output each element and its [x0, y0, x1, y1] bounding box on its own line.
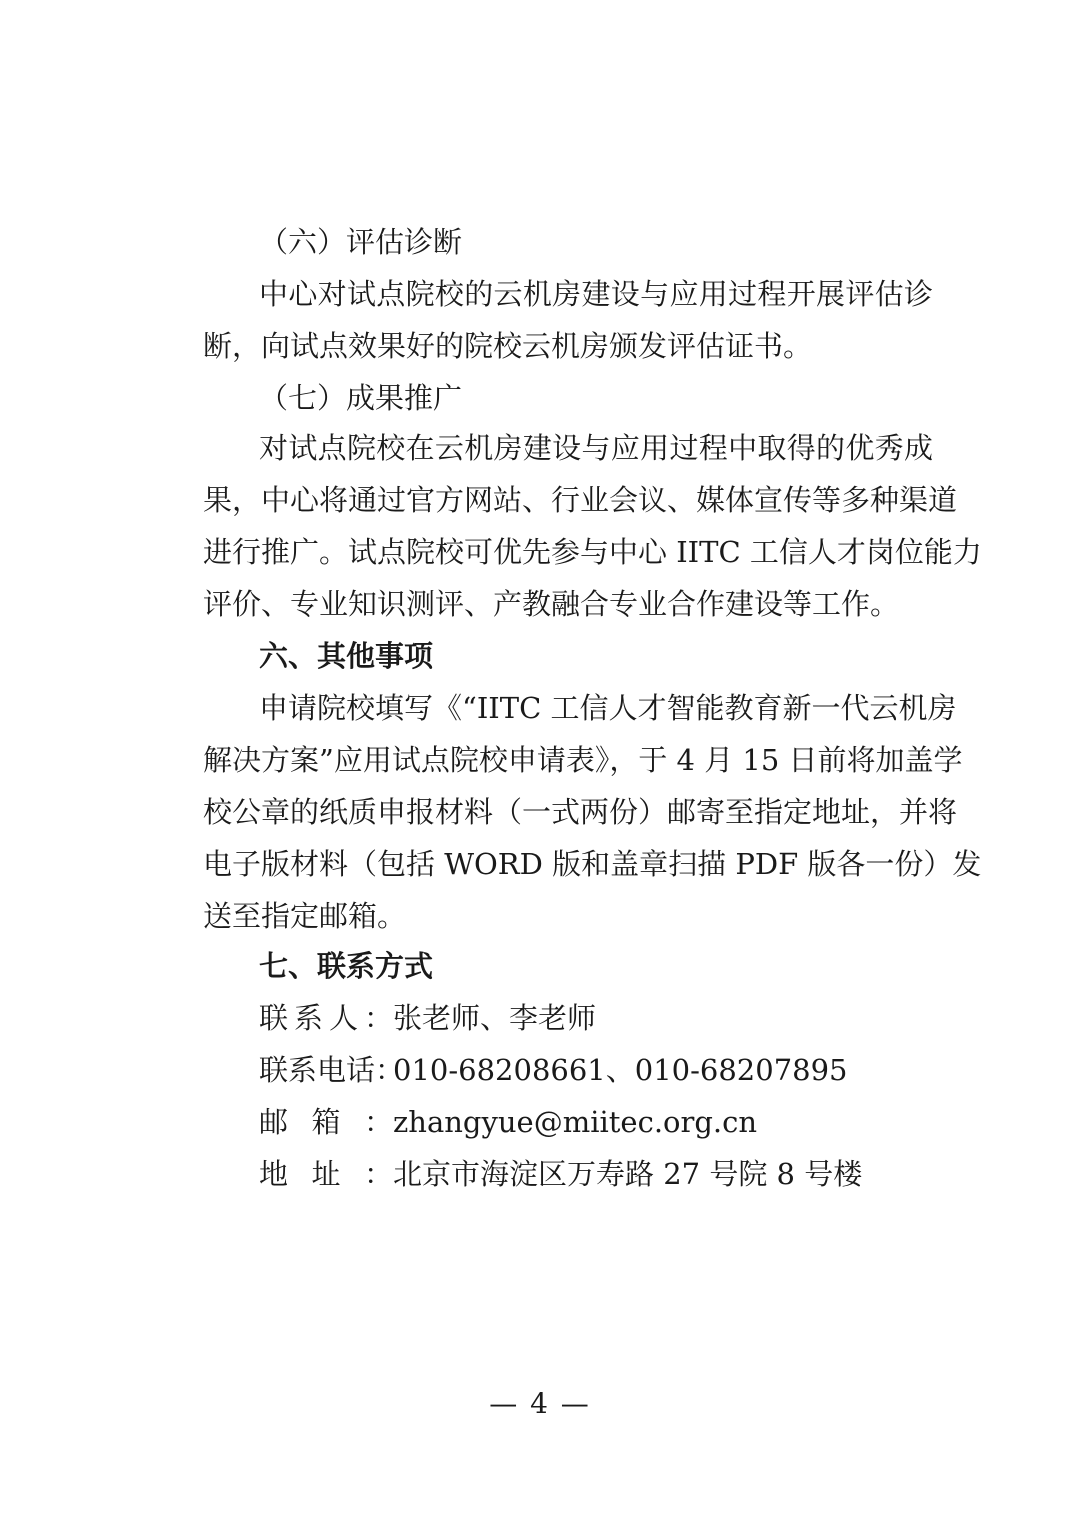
paragraph-line: 申请院校填写《“IITC 工信人才智能教育新一代云机房: [259, 691, 957, 725]
contact-row: [259, 1104, 989, 1140]
paragraph-line: 断，向试点效果好的院校云机房颁发评估证书。: [203, 329, 813, 363]
contact-label: 地址：: [259, 1157, 393, 1191]
paragraph-line: 进行推广。试点院校可优先参与中心 IITC 工信人才岗位能力: [203, 535, 982, 569]
contact-label: 联系人：: [259, 1001, 393, 1035]
paragraph-line: 解决方案”应用试点院校申请表》，于 4 月 15 日前将加盖学: [203, 743, 963, 777]
paragraph-line: 对试点院校在云机房建设与应用过程中取得的优秀成: [259, 431, 933, 465]
section-heading-promotion: （七）成果推广: [259, 381, 463, 415]
contact-row: [259, 1000, 989, 1036]
contact-email: zhangyue@miitec.org.cn: [393, 1105, 758, 1139]
contact-value: 010-68208661、010-68207895: [393, 1053, 848, 1087]
contact-row: [259, 1156, 989, 1192]
contact-value: 张老师、李老师: [393, 1001, 597, 1035]
contact-row: [259, 1052, 989, 1088]
section-heading-evaluation: （六）评估诊断: [259, 225, 463, 259]
contact-label: 邮箱：: [259, 1105, 393, 1139]
section-heading-contact: 七、联系方式: [259, 949, 434, 983]
paragraph-line: 中心对试点院校的云机房建设与应用过程开展评估诊: [259, 277, 933, 311]
page-number: — 4 —: [489, 1387, 591, 1420]
paragraph-line: 果，中心将通过官方网站、行业会议、媒体宣传等多种渠道: [203, 483, 958, 517]
contact-label: 联系电话：: [259, 1053, 405, 1087]
paragraph-line: 校公章的纸质申报材料（一式两份）邮寄至指定地址，并将: [203, 795, 958, 829]
paragraph-line: 评价、专业知识测评、产教融合专业合作建设等工作。: [203, 587, 900, 621]
contact-address: 北京市海淀区万寿路 27 号院 8 号楼: [393, 1157, 863, 1191]
paragraph-line: 电子版材料（包括 WORD 版和盖章扫描 PDF 版各一份）发: [203, 847, 982, 881]
section-heading-other-matters: 六、其他事项: [259, 639, 434, 673]
paragraph-line: 送至指定邮箱。: [203, 899, 407, 933]
